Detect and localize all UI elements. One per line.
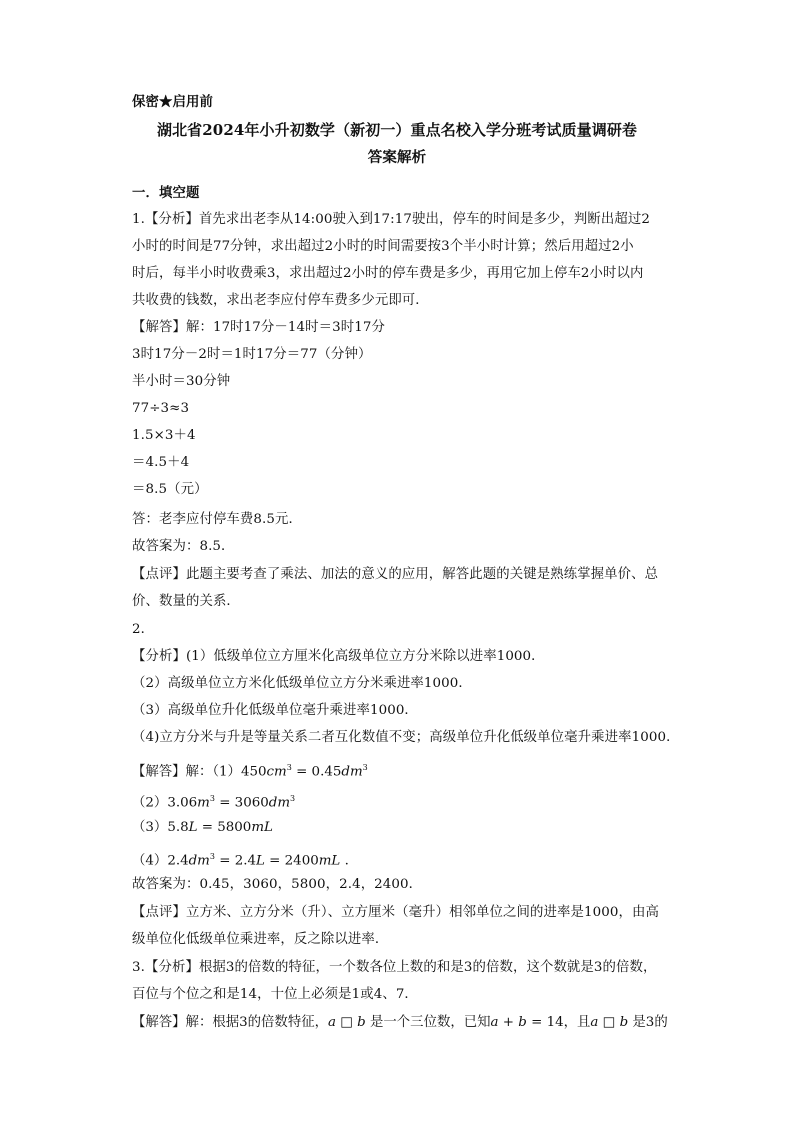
q2-solution-prefix: 【解答】解：（1） xyxy=(132,764,241,780)
page-subtitle: 答案解析 xyxy=(367,149,427,166)
q1-solution-line: 半小时＝30分钟 xyxy=(132,374,231,389)
q2-solution-line-3: （3）5.8L = 5800mL xyxy=(132,820,273,835)
q1-analysis-line: 小时的时间是77分钟，求出超过2小时的时间需要按3个半小时计算；然后用超过2小 xyxy=(132,239,634,254)
q2-solution-line-1: 【解答】解：$(1)450cm^3 = 0.45dm^3$ xyxy=(132,763,368,780)
q1-solution-line: 77÷3≈3 xyxy=(132,401,190,416)
q2-solution-line-4: $(4)2.4dm^3 = 2.4L = 2400mL$ . xyxy=(132,852,349,869)
q1-comment-line: 【点评】此题主要考查了乘法、加法的意义的应用，解答此题的关键是熟练掌握单价、总 xyxy=(132,567,659,582)
q1-solution-line: ＝8.5（元） xyxy=(132,482,208,497)
q2-number: 2． xyxy=(132,622,155,637)
q2-comment-line: 级单位化低级单位乘进率，反之除以进率． xyxy=(132,932,389,947)
q1-analysis-line: 1.【分析】首先求出老李从14:00驶入到17:17驶出，停车的时间是多少，判断出超过2 xyxy=(132,212,650,227)
q2-analysis-line: （2）高级单位立方米化低级单位立方分米乘进率1000． xyxy=(132,676,472,691)
q3-analysis-line: 百位与个位之和是14，十位上必须是1或4、7． xyxy=(132,987,418,1002)
q1-answer-line: 答：老李应付停车费8.5元． xyxy=(132,512,302,527)
q1-solution-line: 【解答】解：17时17分－14时＝3时17分 xyxy=(132,320,385,335)
page-title: 湖北省2024年小升初数学（新初一）重点名校入学分班考试质量调研卷 xyxy=(156,121,638,139)
q3-solution-line: 【解答】解：根据3的倍数特征，a □ b 是一个三位数，已知a + b = 14，且a □ b 是3的 xyxy=(132,1015,668,1030)
q1-analysis-line: 共收费的钱数，求出老李应付停车费多少元即可． xyxy=(132,293,429,308)
q1-solution-line: 3时17分－2时＝1时17分＝77（分钟） xyxy=(132,347,372,362)
confidential-label: 保密★启用前 xyxy=(132,94,213,110)
q2-solution-line-2: $(2)3.06m^3 = 3060dm^3$ xyxy=(132,794,296,811)
q2-analysis-line: 【分析】(1）低级单位立方厘米化高级单位立方分米除以进率1000． xyxy=(132,649,545,664)
q1-answer-line: 故答案为：8.5． xyxy=(132,539,235,554)
q1-analysis-line: 时后，每半小时收费乘3，求出超过2小时的停车费是多少，再用它加上停车2小时以内 xyxy=(132,266,644,281)
q1-comment-line: 价、数量的关系． xyxy=(132,594,240,609)
section-heading: 一．填空题 xyxy=(132,185,200,201)
q1-solution-line: ＝4.5＋4 xyxy=(132,455,190,470)
q1-solution-line: 1.5×3＋4 xyxy=(132,428,196,443)
q2-comment-line: 【点评】立方米、立方分米（升）、立方厘米（毫升）相邻单位之间的进率是1000，由高 xyxy=(132,905,659,920)
q2-analysis-line: （3）高级单位升化低级单位毫升乘进率1000． xyxy=(132,703,418,718)
q3-analysis-line: 3.【分析】根据3的倍数的特征，一个数各位上数的和是3的倍数，这个数就是3的倍数， xyxy=(132,960,657,975)
q2-analysis-line: （4)立方分米与升是等量关系二者互化数值不变；高级单位升化低级单位毫升乘进率1000． xyxy=(132,730,680,745)
q2-answer-line: 故答案为：0.45，3060，5800，2.4，2400． xyxy=(132,877,423,892)
